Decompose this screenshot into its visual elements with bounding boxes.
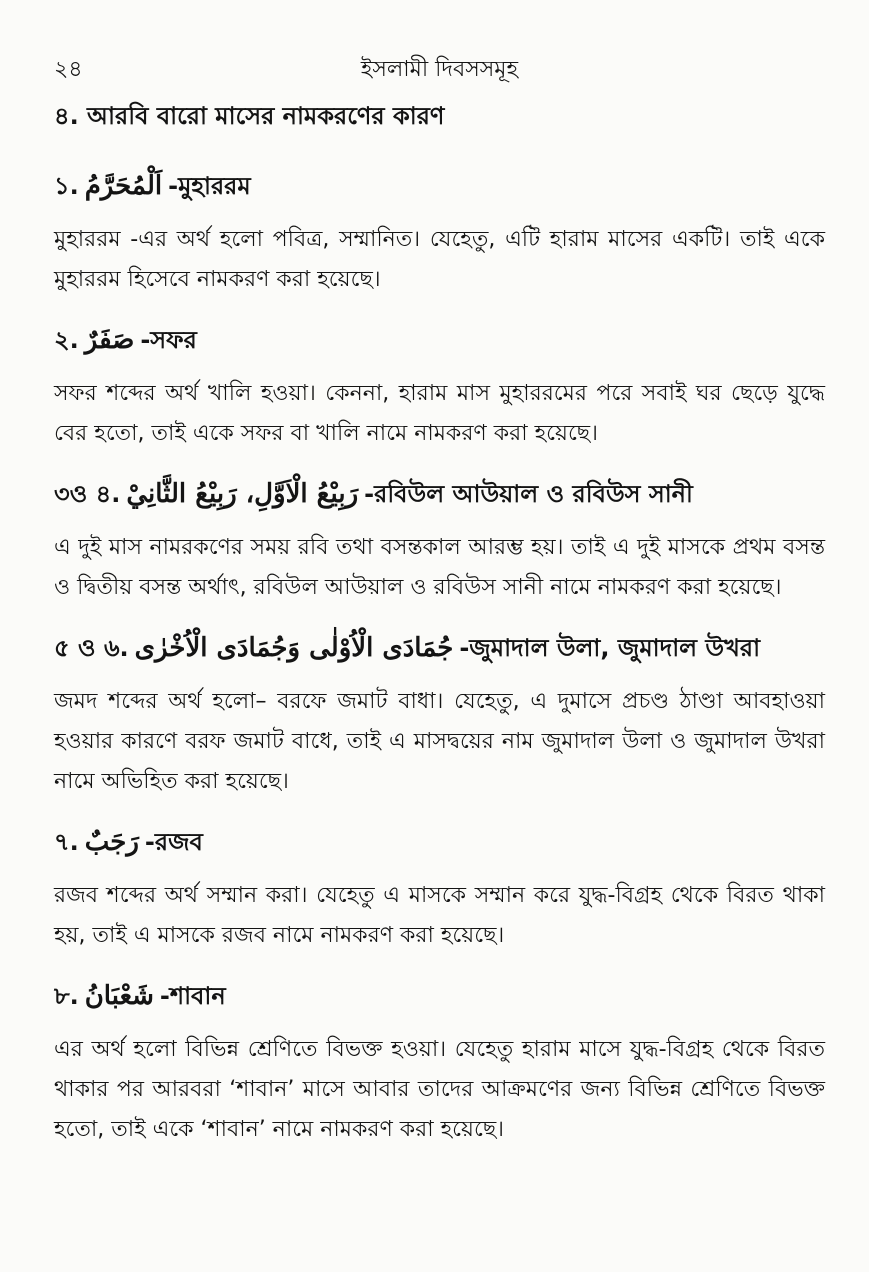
running-head <box>54 48 825 84</box>
section-number: ৩ও ৪. <box>54 480 121 508</box>
section-title: -রজব <box>144 828 203 856</box>
section-body: সফর শব্দের অর্থ খালি হওয়া। কেননা, হারাম মাস মুহাররমের পরে সবাই ঘর ছেড়ে যুদ্ধে বের হতো, তাই একে সফর বা খালি নামে নামকরণ করা হয়েছে। <box>54 381 825 446</box>
section-jumada <box>54 630 825 802</box>
section-title: -রবিউল আউয়াল ও রবিউস সানী <box>364 480 693 508</box>
section-heading <box>54 168 825 208</box>
section-title: -শাবান <box>159 982 226 1010</box>
arabic-month-name: رَبِيْعُ الْاَوَّلِ، رَبِيْعُ الثَّانِيْ <box>126 479 359 509</box>
running-title: ইসলামী দিবসসমূহ <box>360 57 519 82</box>
section-heading <box>54 322 825 362</box>
section-body: জমদ শব্দের অর্থ হলো– বরফে জমাট বাধা। যেহেতু, এ দুমাসে প্রচণ্ড ঠাণ্ডা আবহাওয়া হওয়ার কারণে বরফ জমাট বাধে, তাই এ মাসদ্বয়ের নাম জুমাদাল উলা ও জুমাদাল উখরা নামে অভিহিত করা হয়েছে। <box>54 689 825 794</box>
section-heading <box>54 978 825 1018</box>
arabic-month-name: اَلْمُحَرَّمُ <box>84 171 163 201</box>
section-heading <box>54 630 825 670</box>
arabic-month-name: شَعْبَانُ <box>84 981 154 1011</box>
page-number: ২৪ <box>54 57 83 82</box>
arabic-month-name: جُمَادَى الْاُوْلٰى وَجُمَادَى الْاُخْرٰى <box>134 633 454 663</box>
section-title: -জুমাদাল উলা, জুমাদাল উখরা <box>459 634 761 662</box>
section-heading <box>54 824 825 864</box>
section-number: ২. <box>54 326 79 354</box>
section-number: ৮. <box>54 982 79 1010</box>
arabic-month-name: رَجَبٌ <box>84 827 139 857</box>
section-title: -মুহাররম <box>168 172 251 200</box>
section-shaban <box>54 978 825 1150</box>
section-number: ৭. <box>54 828 79 856</box>
section-title: -সফর <box>140 326 197 354</box>
chapter-heading: ৪. আরবি বারো মাসের নামকরণের কারণ <box>54 102 445 130</box>
section-body: এ দুই মাস নামরকণের সময় রবি তথা বসন্তকাল আরম্ভ হয়। তাই এ দুই মাসকে প্রথম বসন্ত ও দ্বিতীয় বসন্ত অর্থাৎ, রবিউল আউয়াল ও রবিউস সানী নামে নামকরণ করা হয়েছে। <box>54 535 825 600</box>
section-heading <box>54 476 825 516</box>
section-body: মুহাররম -এর অর্থ হলো পবিত্র, সম্মানিত। যেহেতু, এটি হারাম মাসের একটি। তাই একে মুহাররম হিসেবে নামকরণ করা হয়েছে। <box>54 227 825 292</box>
section-number: ১. <box>54 172 79 200</box>
section-rajab <box>54 824 825 956</box>
section-muharram <box>54 168 825 300</box>
section-body: এর অর্থ হলো বিভিন্ন শ্রেণিতে বিভক্ত হওয়া। যেহেতু হারাম মাসে যুদ্ধ-বিগ্রহ থেকে বিরত থাকার পর আরবরা ‘শাবান’ মাসে আবার তাদের আক্রমণের জন্য বিভিন্ন শ্রেণিতে বিভক্ত হতো, তাই একে ‘শাবান’ নামে নামকরণ করা হয়েছে। <box>54 1037 825 1142</box>
section-number: ৫ ও ৬. <box>54 634 129 662</box>
section-rabi <box>54 476 825 608</box>
arabic-month-name: صَفَرٌ <box>84 325 135 355</box>
section-body: রজব শব্দের অর্থ সম্মান করা। যেহেতু এ মাসকে সম্মান করে যুদ্ধ-বিগ্রহ থেকে বিরত থাকা হয়, তাই এ মাসকে রজব নামে নামকরণ করা হয়েছে। <box>54 883 825 948</box>
section-safar <box>54 322 825 454</box>
